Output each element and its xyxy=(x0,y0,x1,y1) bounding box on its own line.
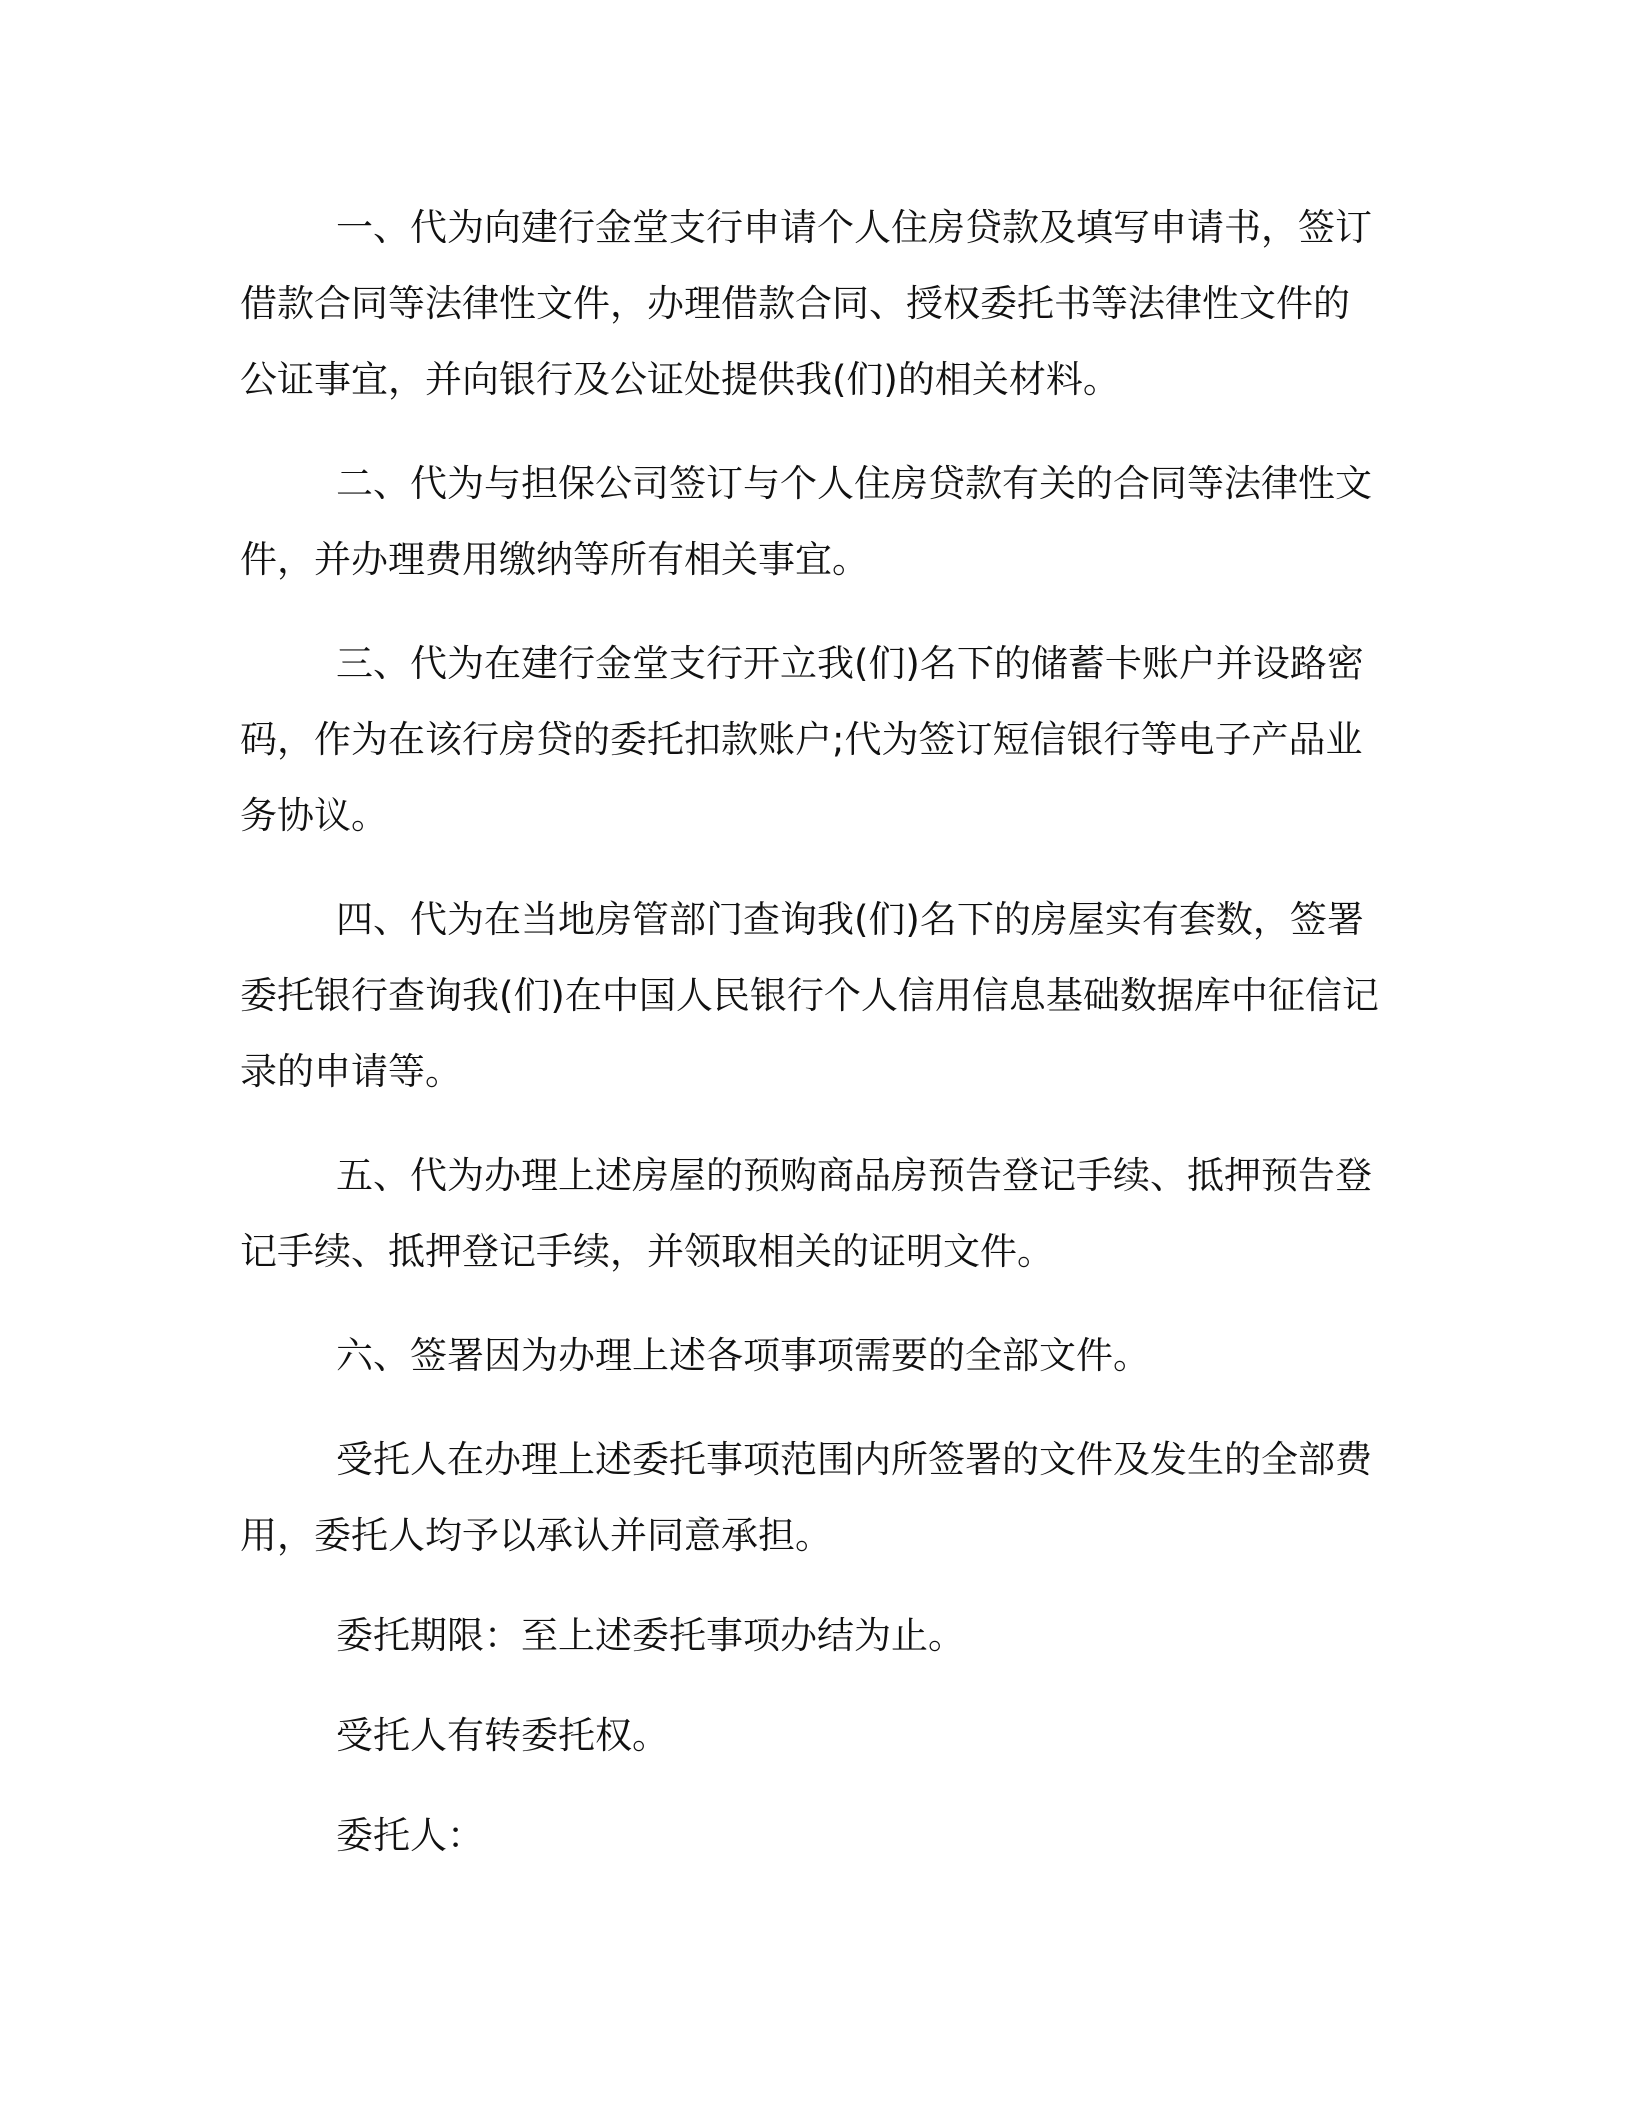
principal-signature-label: 委托人： xyxy=(336,1814,484,1857)
clause-3: 三、代为在建行金堂支行开立我(们)名下的储蓄卡账户并设路密码，作为在该行房贷的委托扣款账户;代为签订短信银行等电子产品业务协议。 xyxy=(240,642,1364,837)
clause-1: 一、代为向建行金堂支行申请个人住房贷款及填写申请书，签订借款合同等法律性文件，办理借款合同、授权委托书等法律性文件的公证事宜，并向银行及公证处提供我(们)的相关材料。 xyxy=(240,206,1372,401)
clause-6: 六、签署因为办理上述各项事项需要的全部文件。 xyxy=(336,1334,1150,1377)
liability-paragraph: 受托人在办理上述委托事项范围内所签署的文件及发生的全部费用，委托人均予以承认并同意承担。 xyxy=(240,1438,1372,1557)
sub-delegation-right: 受托人有转委托权。 xyxy=(336,1714,669,1757)
clause-4: 四、代为在当地房管部门查询我(们)名下的房屋实有套数，签署委托银行查询我(们)在中国人民银行个人信用信息基础数据库中征信记录的申请等。 xyxy=(240,898,1379,1093)
clause-5: 五、代为办理上述房屋的预购商品房预告登记手续、抵押预告登记手续、抵押登记手续，并领取相关的证明文件。 xyxy=(240,1154,1372,1273)
document-body xyxy=(240,190,1380,1874)
clause-2: 二、代为与担保公司签订与个人住房贷款有关的合同等法律性文件，并办理费用缴纳等所有相关事宜。 xyxy=(240,462,1372,581)
entrust-period: 委托期限：至上述委托事项办结为止。 xyxy=(336,1614,965,1657)
